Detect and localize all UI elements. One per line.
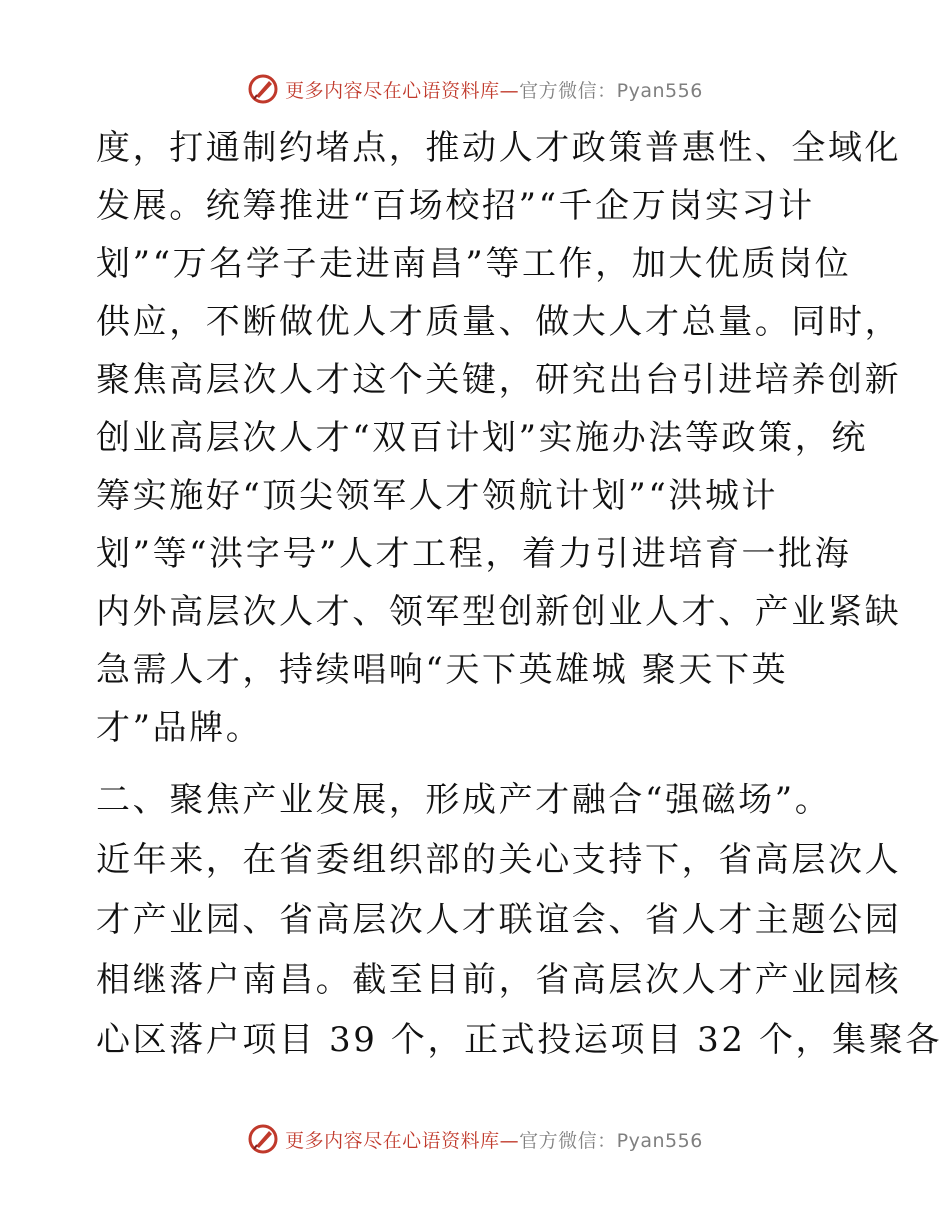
text-line: 相继落户南昌。截至目前，省高层次人才产业园核 [96,960,902,1000]
quill-pen-icon [247,1123,279,1155]
text-line: 急需人才，持续唱响“天下英雄城 聚天下英 [96,650,789,690]
text-line: 才产业园、省高层次人才联谊会、省人才主题公园 [96,900,902,940]
footer-watermark [0,1122,950,1156]
text-line: 心区落户项目 39 个，正式投运项目 32 个，集聚各 [96,1020,942,1060]
text-line: 划”等“洪字号”人才工程，着力引进培育一批海 [96,534,852,574]
text-line: 近年来，在省委组织部的关心支持下，省高层次人 [96,840,902,880]
watermark-text: 更多内容尽在心语资料库—官方微信：Pyan556 [285,1129,703,1152]
quill-pen-icon [247,73,279,105]
watermark-text: 更多内容尽在心语资料库—官方微信：Pyan556 [285,79,703,102]
text-line: 聚焦高层次人才这个关键，研究出台引进培养创新 [96,360,902,400]
text-line: 发展。统筹推进“百场校招”“千企万岗实习计 [96,186,815,226]
text-line: 筹实施好“顶尖领军人才领航计划”“洪城计 [96,476,779,516]
text-line: 划”“万名学子走进南昌”等工作，加大优质岗位 [96,244,852,284]
text-line: 内外高层次人才、领军型创新创业人才、产业紧缺 [96,592,902,632]
text-line: 才”品牌。 [96,708,263,748]
header-watermark [0,72,950,106]
text-line: 创业高层次人才“双百计划”实施办法等政策，统 [96,418,868,458]
section-heading: 二、聚焦产业发展，形成产才融合“强磁场”。 [96,780,832,820]
text-line: 度，打通制约堵点，推动人才政策普惠性、全域化 [96,128,902,168]
text-line: 供应，不断做优人才质量、做大人才总量。同时， [96,302,902,342]
